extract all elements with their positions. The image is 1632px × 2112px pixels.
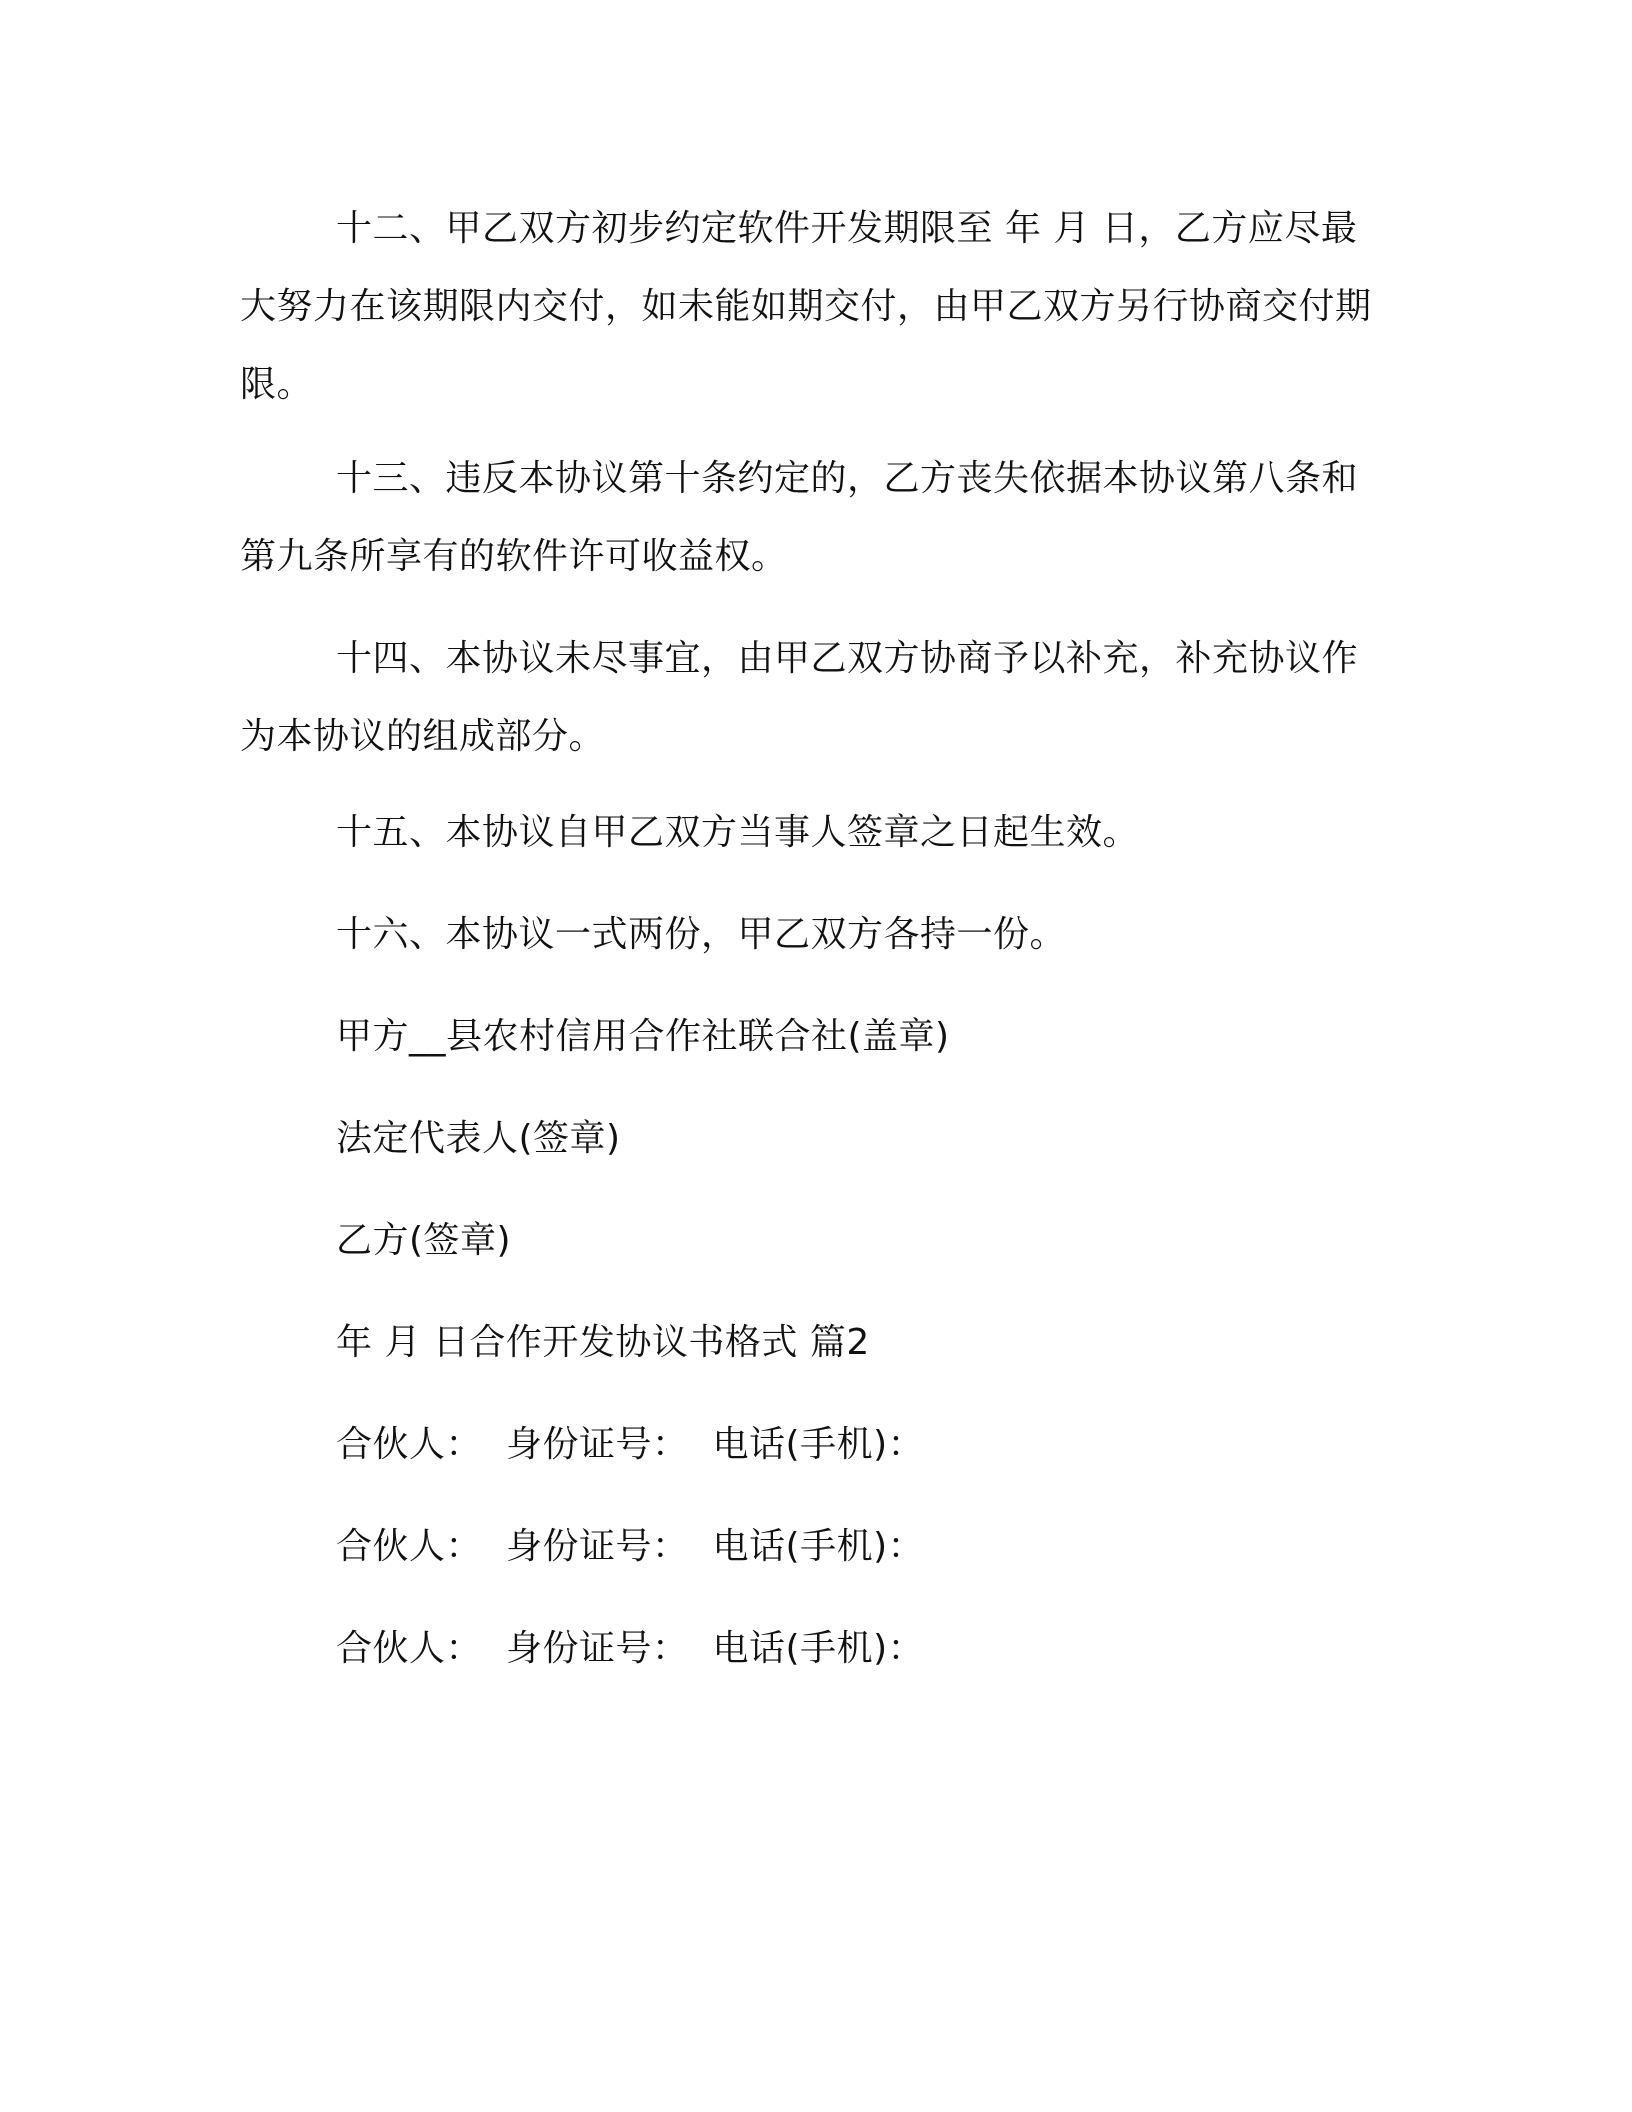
phone-label: 电话(手机)：	[712, 1526, 925, 1567]
partner-label: 合伙人：	[336, 1424, 483, 1465]
partner-row	[336, 1420, 948, 1470]
phone-label: 电话(手机)：	[712, 1424, 925, 1465]
clause-12-text: 十二、甲乙双方初步约定软件开发期限至 年 月 日，乙方应尽最大努力在该期限内交付，如未能如期交付，由甲乙双方另行协商交付期限。	[240, 208, 1372, 405]
partner-label: 合伙人：	[336, 1526, 483, 1567]
clause-14	[240, 620, 1380, 776]
section-heading: 年 月 日合作开发协议书格式 篇2	[336, 1322, 870, 1363]
clause-13	[240, 440, 1380, 596]
legal-representative-signature: 法定代表人(签章)	[336, 1118, 621, 1159]
party-a-signature: 甲方__县农村信用合作社联合社(盖章)	[336, 1016, 950, 1057]
clause-14-text: 十四、本协议未尽事宜，由甲乙双方协商予以补充，补充协议作为本协议的组成部分。	[240, 638, 1359, 757]
id-number-label: 身份证号：	[506, 1526, 689, 1567]
clause-15: 十五、本协议自甲乙双方当事人签章之日起生效。	[336, 812, 1140, 853]
clause-16: 十六、本协议一式两份，甲乙双方各持一份。	[336, 914, 1067, 955]
phone-label: 电话(手机)：	[712, 1628, 925, 1669]
partner-label: 合伙人：	[336, 1628, 483, 1669]
clause-13-text: 十三、违反本协议第十条约定的，乙方丧失依据本协议第八条和第九条所享有的软件许可收益权。	[240, 458, 1359, 577]
partner-row	[336, 1522, 948, 1572]
partner-row	[336, 1624, 948, 1674]
party-b-signature: 乙方(签章)	[336, 1220, 512, 1261]
id-number-label: 身份证号：	[506, 1424, 689, 1465]
id-number-label: 身份证号：	[506, 1628, 689, 1669]
clause-12	[240, 190, 1380, 424]
